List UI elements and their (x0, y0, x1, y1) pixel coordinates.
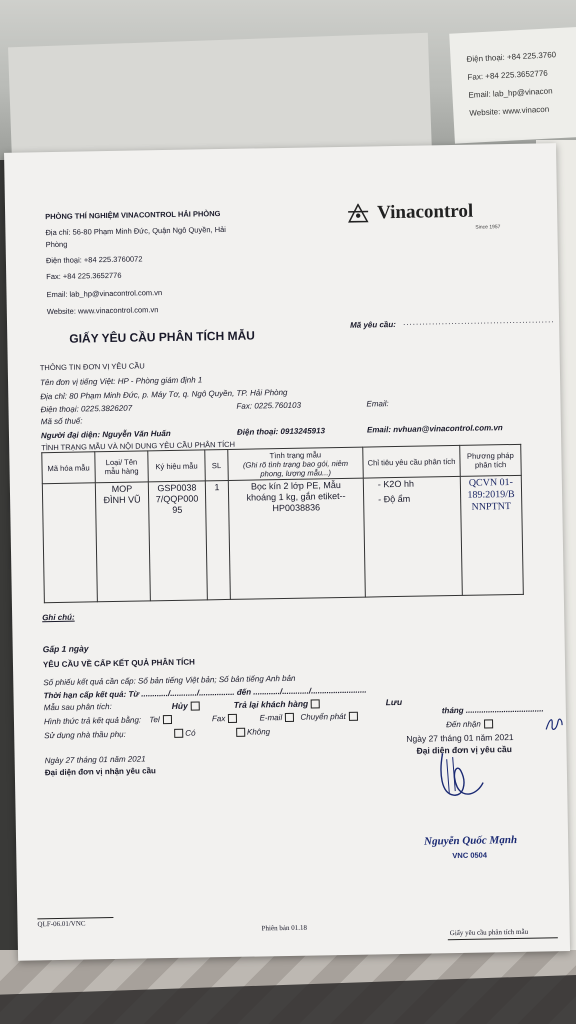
unit-fax: Fax: 0225.760103 (236, 400, 302, 411)
unit-section-heading: THÔNG TIN ĐƠN VỊ YÊU CẦU (39, 361, 145, 373)
urgency-note: Gấp 1 ngày (42, 643, 89, 655)
header-method: Phương pháp phân tích (460, 444, 522, 476)
header-status-note: (Ghi rõ tình trạng bao gói, niêm phong, lượng mẫu...) (242, 458, 349, 478)
target-moisture: - Độ ẩm (378, 493, 411, 505)
sample-name-line1: MOP (111, 483, 133, 494)
return-checkbox[interactable] (311, 700, 320, 709)
symbol-line2: 7/QQP000 (155, 493, 199, 505)
after-analysis-label: Mẫu sau phân tích: (43, 702, 112, 713)
request-code-label: Mã yêu cầu: (350, 320, 396, 330)
form-title: GIẤY YÊU CẦU PHÂN TÍCH MẪU (69, 328, 255, 346)
method-line3: NNPTNT (471, 501, 512, 513)
post-checkbox[interactable] (349, 712, 358, 721)
delivery-post-label: Chuyển phát (300, 711, 346, 722)
delivery-method-label (44, 712, 358, 727)
delivery-fax-label: Fax (211, 714, 226, 724)
scale-icon (345, 203, 371, 223)
cell-sample-code (42, 483, 97, 603)
cell-sample-symbol (148, 481, 207, 601)
header-sample-status (228, 447, 364, 480)
bg-email: Email: lab_hp@vinacon (468, 86, 553, 100)
unit-phone: Điện thoại: 0225.3826207 (40, 403, 133, 415)
initials-mark (544, 715, 564, 735)
notes-label: Ghi chú: (42, 612, 75, 623)
email-checkbox[interactable] (285, 713, 294, 722)
cell-quantity: 1 (205, 480, 230, 599)
keep-months: tháng ................................... (441, 704, 544, 716)
representative-phone: Điện thoại: 0913245913 (236, 426, 326, 437)
document-name: Giấy yêu cầu phân tích mẫu (449, 927, 529, 938)
method-line2: 189:2019/B (467, 488, 515, 501)
method-line1: QCVN 01- (468, 476, 514, 489)
stamp-name: Nguyễn Quốc Mạnh (424, 833, 518, 848)
bg-fax: Fax: +84 225.3652776 (467, 68, 548, 82)
sample-request-table (41, 444, 524, 603)
option-destroy (172, 700, 200, 711)
copies-required: Số phiếu kết quả cần cấp: Số bản tiếng Việt bản; Số bản tiếng Anh bản (43, 673, 296, 688)
bg-phone: Điện thoại: +84 225.3760 (466, 50, 557, 64)
pickup-checkbox[interactable] (484, 720, 493, 729)
request-form-sheet (4, 143, 570, 961)
lab-name: PHÒNG THÍ NGHIỆM VINACONTROL HẢI PHÒNG (45, 209, 221, 222)
status-line2: khoáng 1 kg, gắn etiket-- (246, 490, 346, 503)
header-status-title: Tình trạng mẫu (269, 449, 322, 460)
subcontractor-row (44, 727, 270, 740)
lab-email: Email: lab_hp@vinacontrol.com.vn (46, 288, 163, 300)
lab-phone: Điện thoại: +84 225.3760072 (45, 254, 143, 266)
header-sample-type: Loại/ Tên mẫu hàng (95, 451, 149, 483)
footer-rule-right (448, 937, 558, 940)
sub-no-checkbox[interactable] (236, 728, 245, 737)
cell-method (460, 475, 523, 595)
symbol-line1: GSP0038 (157, 482, 197, 494)
header-sample-symbol: Ký hiệu mẫu (148, 450, 206, 482)
option-return-label: Trả lại khách hàng (233, 698, 309, 710)
fax-checkbox[interactable] (228, 714, 237, 723)
tel-checkbox[interactable] (163, 715, 172, 724)
lab-website: Website: www.vinacontrol.com.vn (46, 305, 159, 317)
vinacontrol-logo (345, 201, 473, 225)
deadline: Thời hạn cấp kết quả: Từ ............/............/................ đến ............/............/......................... (43, 685, 367, 701)
target-k2o: - K2O hh (377, 478, 414, 490)
status-line3: HP0038836 (272, 502, 321, 514)
symbol-line3: 95 (172, 504, 183, 515)
logo-since: Since 1957 (475, 224, 501, 231)
unit-name: Tên đơn vị tiếng Việt: HP - Phòng giám định 1 (39, 375, 203, 388)
sample-name-line2: ĐÌNH VŨ (103, 494, 141, 506)
cell-sample-type (95, 482, 150, 602)
delivery-pickup (446, 719, 493, 729)
destroy-checkbox[interactable] (191, 702, 200, 711)
request-code-dots: ............................................... (402, 315, 555, 327)
table-section-heading: TÌNH TRẠNG MẪU VÀ NỘI DUNG YÊU CẦU PHÂN TÍCH (41, 439, 236, 453)
unit-email: Email: (366, 399, 389, 409)
delivery-label: Hình thức trả kết quả bằng: (43, 715, 142, 727)
sub-no-label: Không (246, 727, 271, 737)
requester-title: Đại diện đơn vị yêu cầu (416, 744, 512, 756)
header-sample-code: Mã hóa mẫu (42, 452, 96, 484)
receiver-title: Đại diện đơn vị nhận yêu cầu (44, 766, 156, 778)
representative-email: Email: nvhuan@vinacontrol.com.vn (366, 423, 503, 435)
tax-code: Mã số thuế: (40, 416, 83, 427)
bg-website: Website: www.vinacon (469, 104, 550, 118)
handwritten-signature (432, 742, 493, 803)
unit-address: Địa chỉ: 80 Phạm Minh Đức, p. Máy Tơ, q. Ngô Quyền, TP. Hải Phòng (40, 387, 288, 402)
form-code: QLF-06.01/VNC (37, 919, 86, 929)
representative: Người đại diện: Nguyễn Văn Huấn (40, 428, 171, 441)
delivery-email-label: E-mail (259, 713, 283, 723)
subcontractor-label: Sử dụng nhà thầu phụ: (44, 729, 126, 741)
option-keep: Lưu (385, 696, 403, 708)
lab-address: Địa chỉ: 56-80 Phạm Minh Đức, Quận Ngô Quyền, Hải (45, 224, 227, 238)
result-section-heading: YÊU CẦU VỀ CẤP KẾT QUẢ PHÂN TÍCH (42, 657, 195, 670)
logo-text: Vinacontrol (376, 200, 474, 224)
header-analysis-targets: Chỉ tiêu yêu cầu phân tích (363, 445, 461, 478)
lab-address-line2: Phòng (45, 239, 68, 250)
initials-icon (544, 715, 564, 733)
delivery-tel-label: Tel (149, 715, 160, 725)
stamp-code: VNC 0504 (452, 850, 488, 861)
sub-yes-label: Có (185, 728, 196, 738)
background-document (449, 26, 576, 143)
header-quantity: SL (205, 449, 229, 480)
lab-fax: Fax: +84 225.3652776 (46, 270, 122, 282)
status-line1: Bọc kín 2 lớp PE, Mẫu (250, 479, 341, 492)
cell-sample-status (228, 478, 365, 599)
sub-yes-checkbox[interactable] (174, 729, 183, 738)
option-destroy-label: Hủy (171, 700, 188, 711)
delivery-pickup-label: Đến nhận (446, 719, 481, 730)
receiver-date: Ngày 27 tháng 01 năm 2021 (44, 754, 146, 766)
requester-date: Ngày 27 tháng 01 năm 2021 (406, 732, 514, 744)
table-row (42, 475, 523, 602)
cell-analysis-targets (363, 476, 462, 597)
edition: Phiên bản 01.18 (261, 923, 307, 933)
option-return (234, 698, 321, 710)
